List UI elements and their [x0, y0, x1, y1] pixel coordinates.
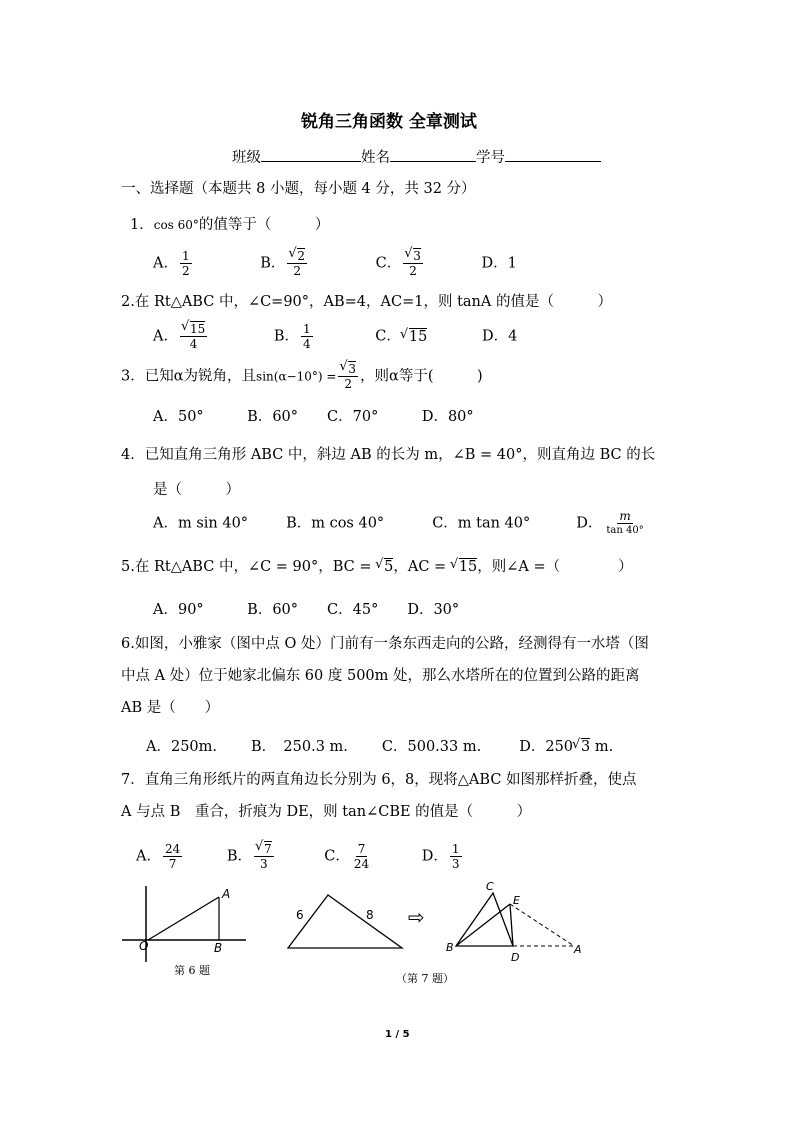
- question-6-line3: AB 是（ ）: [121, 700, 220, 716]
- q1-options: A． $\frac{1}{2}$ B． √ $\frac{2}{2}$ C． √ $\frac{3}{2}$ D．1: [153, 249, 517, 278]
- fig6-label-o: O: [139, 939, 149, 953]
- q5-options: A．90° B．60° C．45° D．30°: [153, 602, 460, 618]
- figure-6: [118, 880, 253, 980]
- fig7-side-8: 8: [366, 908, 374, 922]
- fig7-original-triangle: [288, 895, 402, 948]
- class-label: 班级: [232, 150, 261, 166]
- fig7-label-e: E: [513, 894, 520, 907]
- page-number: 1 / 5: [385, 1029, 410, 1040]
- fig7-folded-triangle: [456, 893, 513, 946]
- section-heading: 一、选择题（本题共 8 小题，每小题 4 分，共 32 分）: [121, 181, 476, 197]
- fig6-label-a: A: [222, 887, 231, 901]
- fig7-side-6: 6: [296, 908, 304, 922]
- fig7-label-c: C: [486, 880, 494, 893]
- question-2: 2.在 Rt△ABC 中，∠C=90°，AB=4，AC=1，则 tanA 的值是（ ）: [121, 294, 612, 310]
- q7-options: A． $\frac{24}{7}$ B． √ $\frac{7}{3}$ C． $\frac{7}{24}$ D． $\frac{1}{3}$: [136, 842, 464, 871]
- fig7-be-line: [456, 904, 510, 946]
- question-4-line1: 4．已知直角三角形 ABC 中，斜边 AB 的长为 m，∠B = 40°，则直角边 BC 的长: [121, 447, 656, 463]
- question-4-line2: 是（ ）: [153, 482, 240, 498]
- name-blank: [390, 146, 476, 162]
- question-3: 3．已知α为锐角，且sin(α−10°) = √ $\frac{3}{2}$ ，则α等于( ): [121, 362, 483, 391]
- name-label: 姓名: [361, 150, 390, 166]
- question-1: 1．cos 60°的值等于（ ）: [130, 217, 330, 233]
- question-5: 5.在 Rt△ABC 中，∠C = 90°，BC = √ 5，AC = √ 15，则∠A =（ ）: [121, 555, 633, 576]
- question-6-line1: 6.如图，小雅家（图中点 O 处）门前有一条东西走向的公路，经测得有一水塔（图: [121, 636, 649, 652]
- fig7-label-a: A: [574, 943, 582, 956]
- fig7-label-d: D: [511, 951, 520, 964]
- q4-options: A．m sin 40° B．m cos 40° C．m tan 40° D． $\frac{m}{\tan 40^\circ}$: [153, 509, 644, 536]
- q6-options: A．250m. B． 250.3 m. C．500.33 m. D．250√ 3 m.: [146, 735, 613, 756]
- fig7-arrow: ⇨: [408, 905, 425, 929]
- fig6-caption: 第 6 题: [174, 964, 210, 977]
- id-label: 学号: [476, 150, 505, 166]
- fig7-ea-dashed: [510, 904, 574, 946]
- fig6-oa-line: [148, 897, 219, 940]
- q2-options: A． √ $\frac{15}{4}$ B． $\frac{1}{4}$ C．√ 15 D．4: [153, 322, 517, 351]
- q3-options: A．50° B．60° C．70° D．80°: [153, 409, 474, 425]
- fig6-label-b: B: [214, 941, 223, 955]
- student-info: [232, 146, 601, 167]
- figure-7: [280, 876, 600, 990]
- fig7-caption: （第 7 题）: [396, 972, 454, 985]
- question-6-line2: 中点 A 处）位于她家北偏东 60 度 500m 处，那么水塔所在的位置到公路的距离: [121, 668, 640, 684]
- class-blank: [261, 146, 361, 162]
- question-7-line1: 7．直角三角形纸片的两直角边长分别为 6，8，现将△ABC 如图那样折叠，使点: [121, 772, 637, 788]
- fig7-label-b: B: [446, 941, 454, 954]
- question-7-line2: A 与点 B 重合，折痕为 DE，则 tan∠CBE 的值是（ ）: [121, 804, 532, 820]
- page-title: 锐角三角函数 全章测试: [301, 112, 477, 132]
- id-blank: [505, 146, 601, 162]
